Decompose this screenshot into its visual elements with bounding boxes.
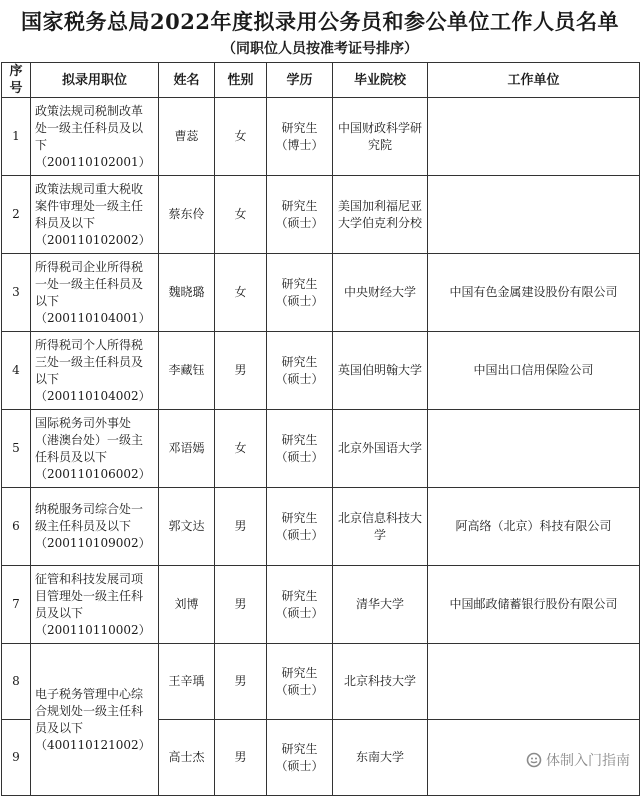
table-row: [2, 566, 640, 644]
position-text: 所得税司个人所得税三处一级主任科员及以下: [35, 337, 144, 386]
position-code: （200110106002）: [35, 466, 151, 481]
cell-no: 1: [2, 98, 31, 176]
cell-gender: 女: [215, 176, 267, 254]
table-row: [2, 176, 640, 254]
cell-school: 中央财经大学: [333, 254, 428, 332]
header-education: 学历: [267, 63, 333, 98]
position-code: （200110102001）: [35, 154, 151, 169]
cell-education: 研究生（硕士）: [267, 644, 333, 720]
cell-workplace: [428, 644, 640, 720]
position-code: （200110109002）: [35, 536, 151, 550]
cell-position: [31, 488, 159, 566]
cell-no: 4: [2, 332, 31, 410]
cell-no: 8: [2, 644, 31, 720]
cell-school: 北京信息科技大学: [333, 488, 428, 566]
cell-school: 北京外国语大学: [333, 410, 428, 488]
table-header-row: [2, 63, 640, 98]
cell-workplace: 中国有色金属建设股份有限公司: [428, 254, 640, 332]
cell-education: 研究生（硕士）: [267, 566, 333, 644]
cell-gender: 男: [215, 566, 267, 644]
cell-gender: 男: [215, 488, 267, 566]
header-position: 拟录用职位: [31, 63, 159, 98]
cell-gender: 男: [215, 332, 267, 410]
cell-position: [31, 176, 159, 254]
cell-name: 曹蕊: [159, 98, 215, 176]
cell-no: 2: [2, 176, 31, 254]
cell-school: 清华大学: [333, 566, 428, 644]
position-text: 征管和科技发展司项目管理处一级主任科员及以下: [35, 571, 144, 620]
cell-workplace: [428, 410, 640, 488]
position-code: （200110104001）: [35, 310, 151, 325]
cell-gender: 男: [215, 644, 267, 720]
cell-name: 高士杰: [159, 720, 215, 796]
cell-no: 5: [2, 410, 31, 488]
cell-school: 美国加利福尼亚大学伯克利分校: [333, 176, 428, 254]
cell-no: 7: [2, 566, 31, 644]
cell-name: 蔡东伶: [159, 176, 215, 254]
watermark: [526, 750, 630, 770]
cell-workplace: [428, 98, 640, 176]
position-code: （200110104002）: [35, 388, 151, 403]
position-text: 所得税司企业所得税一处一级主任科员及以下: [35, 259, 144, 308]
cell-name: 李藏钰: [159, 332, 215, 410]
cell-gender: 女: [215, 98, 267, 176]
cell-education: 研究生（硕士）: [267, 410, 333, 488]
cell-workplace: 阿高络（北京）科技有限公司: [428, 488, 640, 566]
position-text: 电子税务管理中心综合规划处一级主任科员及以下: [35, 686, 144, 735]
position-text: 政策法规司税制改革处一级主任科员及以下: [35, 103, 144, 152]
cell-education: 研究生（硕士）: [267, 332, 333, 410]
position-text: 纳税服务司综合处一级主任科员及以下: [35, 502, 144, 533]
cell-gender: 女: [215, 410, 267, 488]
position-text: 国际税务司外事处（港澳台处）一级主任科员及以下: [35, 415, 144, 464]
cell-position: [31, 98, 159, 176]
header-gender: 性别: [215, 63, 267, 98]
cell-position: [31, 254, 159, 332]
header-school: 毕业院校: [333, 63, 428, 98]
cell-education: 研究生（硕士）: [267, 488, 333, 566]
cell-name: 刘博: [159, 566, 215, 644]
cell-school: 北京科技大学: [333, 644, 428, 720]
position-code: （200110102002）: [35, 232, 151, 247]
header-workplace: 工作单位: [428, 63, 640, 98]
cell-school: 中国财政科学研究院: [333, 98, 428, 176]
cell-education: 研究生（硕士）: [267, 720, 333, 796]
cell-workplace: 中国出口信用保险公司: [428, 332, 640, 410]
position-code: （400110121002）: [35, 737, 151, 752]
cell-name: 郭文达: [159, 488, 215, 566]
cell-position: [31, 332, 159, 410]
table-row: [2, 644, 640, 720]
cell-name: 邓语嫣: [159, 410, 215, 488]
cell-gender: 女: [215, 254, 267, 332]
table-row: [2, 254, 640, 332]
cell-workplace: [428, 176, 640, 254]
cell-position: [31, 566, 159, 644]
recruit-table: [1, 62, 640, 796]
watermark-text: 体制入门指南: [546, 753, 630, 769]
table-row: [2, 488, 640, 566]
table-row: [2, 410, 640, 488]
cell-education: 研究生（硕士）: [267, 254, 333, 332]
cell-position: [31, 410, 159, 488]
cell-no: 6: [2, 488, 31, 566]
cell-no: 9: [2, 720, 31, 796]
position-text: 政策法规司重大税收案件审理处一级主任科员及以下: [35, 181, 144, 230]
page-subtitle: （同职位人员按准考证号排序）: [222, 41, 418, 57]
cell-education: 研究生（博士）: [267, 98, 333, 176]
cell-school: 东南大学: [333, 720, 428, 796]
header-name: 姓名: [159, 63, 215, 98]
cell-school: 英国伯明翰大学: [333, 332, 428, 410]
cell-gender: 男: [215, 720, 267, 796]
table-row: [2, 332, 640, 410]
cell-no: 3: [2, 254, 31, 332]
page-title: 国家税务总局2022年度拟录用公务员和参公单位工作人员名单: [21, 9, 619, 34]
cell-name: 魏晓璐: [159, 254, 215, 332]
cell-position: [31, 644, 159, 796]
cell-education: 研究生（硕士）: [267, 176, 333, 254]
watermark-logo-icon: [526, 752, 542, 768]
table-row: [2, 98, 640, 176]
cell-workplace: 中国邮政储蓄银行股份有限公司: [428, 566, 640, 644]
cell-name: 王辛瑀: [159, 644, 215, 720]
position-code: （200110110002）: [35, 622, 151, 637]
header-no: 序号: [2, 63, 31, 98]
